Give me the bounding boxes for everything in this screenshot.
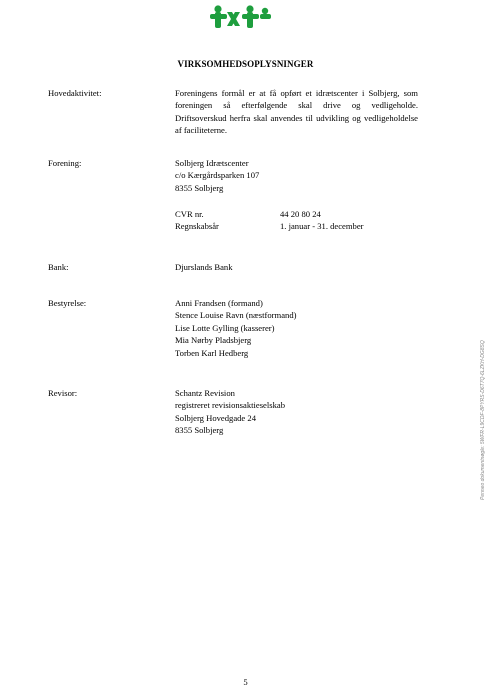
cvr-value: 44 20 80 24 [280,209,321,219]
revisor-address [175,387,418,437]
regnskab-label: Regnskabsår [175,221,219,232]
revisor-line: 8355 Solbjerg [175,425,224,436]
label-hovedaktivitet: Hovedaktivitet: [48,88,102,98]
revisor-line: registreret revisionsaktieselskab [175,400,286,411]
forening-line: c/o Kærgårdsparken 107 [175,170,260,181]
page-title: VIRKSOMHEDSOPLYSNINGER [177,59,314,69]
page-number: 5 [243,677,248,687]
cvr-label: CVR nr. [175,209,204,219]
label-revisor: Revisor: [48,388,78,398]
label-bestyrelse: Bestyrelse: [48,298,87,308]
regnskab-row [175,220,418,232]
label-bank: Bank: [48,262,69,272]
bestyrelse-list [175,297,418,359]
logo-icon [210,3,272,35]
list-item: Anni Frandsen (formand) [175,298,263,308]
cvr-row [175,208,418,220]
list-item: Lise Lotte Gylling (kasserer) [175,322,275,333]
document-key-sidetext: Penneo dokumentnøgle: 5WFR-L9CDF-8PYRS-D6T7Q-6LZKH-DG8SQ [480,340,486,500]
label-forening: Forening: [48,158,82,168]
forening-line: 8355 Solbjerg [175,182,224,193]
bank-value: Djurslands Bank [175,262,233,272]
list-item: Torben Karl Hedberg [175,347,249,358]
revisor-line: Schantz Revision [175,388,235,398]
forening-address [175,157,418,194]
list-item: Mia Nørby Pladsbjerg [175,335,252,346]
revisor-line: Solbjerg Hovedgade 24 [175,412,256,423]
forening-details [175,208,418,233]
regnskab-value: 1. januar - 31. december [280,221,364,232]
forening-line: Solbjerg Idrætscenter [175,158,249,168]
hovedaktivitet-text: Foreningens formål er at få opført et idrætscenter i Solbjerg, som foreningen så efterfølgende skal drive og vedligeholde. Driftsoverskud herfra skal anvendes til udvikling og vedligeholdelse af faciliteterne. [175,88,418,136]
list-item: Stence Louise Ravn (næstformand) [175,310,297,321]
